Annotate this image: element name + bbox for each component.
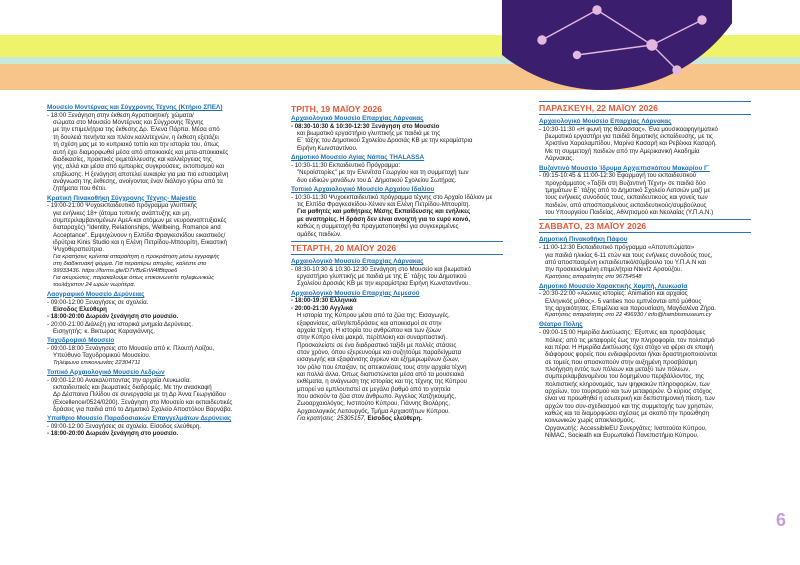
text-line: - 10:30-11:30 «Η φωνή της θάλασσας». Ένα μουσικοαφηγηματικό — [539, 125, 718, 133]
text-line: την προσκεκλημένη επιμελήτρια Ntevíz Αρσούζου. — [545, 266, 683, 274]
event-section — [539, 283, 751, 320]
text-line: κοινωνικών χωρίς αποκλεισμούς. — [545, 417, 636, 425]
free-entry-label: Είσοδος ελεύθερη. — [367, 414, 422, 422]
text-line: μπορεί να εμπλουτιστεί σε μεγάλο βαθμό από το γοητεία — [297, 385, 451, 393]
text-line: που ασκούν τα ζώα στον άνθρωπο. Άγγελος Χατζηκουμής, — [297, 392, 456, 400]
event-section — [291, 290, 503, 423]
text-line: - 18:00-19:30 Ελληνικά — [291, 297, 357, 305]
text-line: σε τομείς που αποσκοπούν στην αυξημένη προσβάσιμη — [545, 358, 697, 366]
text-line: και πολλά άλλα. Όπως διαπιστώνεται μέσα από τα μουσειακά — [297, 370, 465, 378]
venue-title: Υπαίθριο Μουσείο Παραδοσιακών Επαγγελμάτων Δερύνειας — [47, 415, 232, 423]
text-line: Λάρνακας. — [545, 155, 574, 163]
text-line: πόλεις: από τις μεταφορές έως την πληροφορία, τον πολιτισμό — [545, 336, 715, 344]
text-line: δράσεις για παιδιά από το Δημοτικό Σχολείο Αποστόλου Βαρνάβα. — [53, 405, 233, 413]
day-heading: ΣΑΒΒΑΤΟ, 23 ΜΑΪΟΥ 2026 — [539, 219, 751, 233]
text-line: Με τη συμμετοχή παιδιών από την Αμερικανική Ακαδημία — [545, 147, 700, 155]
event-section — [47, 291, 257, 336]
text-line: καθώς και τα διαμορφώσει σχέσεις με σκοπό την προώθηση — [545, 409, 710, 417]
text-line: - 18:00 Ξενάγηση στην έκθεση Αγροποιητική: χώματα/ — [47, 111, 194, 119]
venue-title: Αρχαιολογικό Μουσείο Επαρχίας Λάρνακας — [539, 118, 672, 125]
text-line: δυο ειδικών μονάδων του Δ΄ Δημοτικού Σχολείου Σωτήρας. — [297, 176, 457, 184]
venue-title: Αρχαιολογικό Μουσείο Επαρχίας Λάρνακας — [291, 115, 424, 122]
day-heading: ΤΡΙΤΗ, 19 ΜΑΪΟΥ 2026 — [291, 104, 382, 114]
column-2 — [291, 104, 503, 424]
text-line: με αναπηρίες. Η δράση δεν είναι ανοιχτή για το ευρύ κοινό, — [297, 215, 471, 223]
text-line: παιδιών, από αποσπασμένους εκπαιδευτικούς/συμβούλους — [545, 201, 707, 209]
venue-title: Ταχυδρομικό Μουσείο — [47, 337, 115, 345]
text-line: είναι να προωθηθεί η εσωτερική και διεπιστημονική πίεση, των — [545, 395, 715, 403]
text-line: στον χρόνο, όπου εξερευνούμε και συζητούμε παραδείγματα — [297, 348, 462, 356]
note-line: τουλάχιστον 24 ωρών νωρίτερα. — [53, 281, 136, 288]
text-line: επιβίωσης. Η ξενάγηση αποτελεί ευκαιρία για μια πιο εστιασμένη — [53, 170, 229, 178]
day-heading: ΠΑΡΑΣΚΕΥΗ, 22 ΜΑΪΟΥ 2026 — [539, 101, 751, 115]
event-text — [47, 112, 257, 193]
text-line: στην Κύπρο είναι μακρά, περίπλοκη και συναρπαστική. — [297, 334, 448, 342]
text-line: τμημάτων Ε΄ τάξης από το Δημοτικό Σχολείο Λατσιών μαζί με — [545, 187, 711, 194]
text-line: με την επιμελήτρια της έκθεσης Δρ. Έλενα Πάρπα. Μέσα από — [53, 126, 220, 134]
text-line: Ψυχοθεραπεύτρια. — [53, 246, 105, 254]
event-section — [47, 104, 257, 193]
text-line: γης, αλλά και μέσα από εμπειρίες συγκρούσεις, εκτοπισμού και — [53, 163, 225, 171]
text-line: - 09:00-18:00 Ξενάγησεις στο Μουσείο από κ. Πλουτή Λοϊζου, — [47, 345, 215, 353]
text-line: ιδρύτρια Kinis Studio και η Ελένη Πετρίδου-Μπουρίτη, Εικαστική — [53, 239, 228, 247]
venue-title: Αρχαιολογικό Μουσείο Επαρχίας Λάρνακας — [291, 257, 424, 265]
event-section — [539, 118, 751, 163]
text-line: συμπεριλαμβανομένου του δομημένου περιβάλλοντος, της — [545, 373, 704, 381]
venue-title: Δημοτικό Μουσείο Αγίας Νάπας THALASSA — [291, 154, 425, 162]
event-section — [47, 369, 257, 414]
text-line: Η ιστορία της Κύπρου μέσα από τα ζώα της: Εισαγωγές, — [297, 312, 450, 320]
text-line: Χριστίνα Χαραλαμπίδου, Μαρίνα Κασαρή και Ρεβέκκα Κασαρή. — [545, 140, 717, 148]
text-line: βιωματικό εργαστήρι για παιδιά δημοτικής εκπαίδευσης, με τις — [545, 133, 713, 141]
event-section — [291, 154, 503, 184]
text-line: - 09:00-15:00 Ημερίδα Δικτύωσης: Έξυπνες και προσβάσιμες — [539, 329, 706, 337]
venue-title: Λαογραφικό Μουσείο Δερύνειας — [47, 290, 145, 298]
text-line: ανάγνωση της έκθεσης, ανοίγοντας έναν διάλογο γύρω από τα — [53, 177, 223, 185]
booking-link[interactable]: 99933436. https://forms.gle/D7VBzErW4fBtqoe6 — [53, 267, 178, 274]
text-line: Ελληνικός μύθος». 5 vanties που εμπνέονται από μύθους — [545, 297, 702, 305]
text-line: ζητήματα που θέτει. — [53, 185, 107, 193]
text-line: εκπαιδευτικές και βιωματικές διαδρομές. Με την ανασκαφή — [53, 383, 212, 391]
venue-title: Δημοτική Πινακοθήκη Πάφου — [539, 236, 628, 244]
text-line: τον ρόλο που έπαιξαν, τις απεικονίσεις τους στην αρχαία τέχνη — [297, 363, 467, 371]
text-line: συμπεριλαμβανομένων ΑμεΑ και ατόμων με νευροαναπτυξιακές — [53, 217, 227, 225]
text-line: καθώς η συμμετοχή θα πραγματοποιηθεί για συγκεκριμένες — [297, 223, 459, 231]
text-line: εργαστήριο γλυπτικής με παιδιά με της Ε΄ τάξης του Δημοτικού — [297, 273, 467, 280]
note-line: Κρατήσεις απαραίτητες στο 22 496930 / info@hambismuseum.cy — [545, 312, 712, 319]
event-section — [47, 337, 257, 366]
text-line: τους ενήλικες συνοδούς τους, εκπαιδευτικούς και γονείς των — [545, 194, 708, 202]
note-line: Για ακυρώσεις, παρακαλούμε όπως επικοινωνείτε τηλεφωνικώς — [53, 274, 215, 281]
text-line: NiMAC, Socieath και Ευρωπαϊκό Πανεπιστήμιο Κύπρου. — [545, 431, 699, 439]
event-section — [291, 115, 503, 152]
text-line: - 18:00-20:00 Δωρεάν ξενάγηση στο μουσείο. — [47, 313, 179, 321]
text-line: Υπεύθυνο Ταχυδρομικού Μουσείου. — [53, 352, 151, 360]
text-line: αρχαία τέχνη. Η ιστορία του ανθρώπου και των ζώων — [297, 326, 441, 334]
column-3 — [539, 104, 751, 441]
note-line: Τηλέφωνο επικοινωνίας 22304711 — [53, 359, 141, 366]
venue-title: Τοπικό Αρχαιολογικό Μουσείο Λεδρών — [47, 368, 165, 376]
text-line: - 08:30-10:30 & 10:30-12:30 Ξενάγηση στο Μουσείο και βιωματικό — [291, 265, 472, 273]
text-line: - 08:30-10:30 & 10:30-12:30 Ξενάγηση στο Μουσείο — [291, 122, 440, 130]
text-line: αρχών του συν-σχεδιασμού και της συμμετοχής των χρηστών, — [545, 402, 714, 410]
text-line: και βιωματικό εργαστήριο γλυπτικής με παιδιά με της — [297, 130, 441, 138]
text-line: του Υπουργείου Παιδείας, Αθλητισμού και Νεολαίας (Υ.Π.Α.Ν.) — [545, 209, 714, 217]
free-entry-label: Είσοδος Ελεύθερη — [53, 305, 107, 313]
event-section — [539, 321, 751, 439]
text-line: - 09:00-12:00 Ξεναγήσεις σε σχολεία. — [47, 298, 149, 306]
text-line: της αρχαιότητας. Επιμέλεια και παρουσίαση, Μαγδαλένα Ζήρα. — [545, 305, 717, 313]
text-line: Ε΄ τάξης του Δημοτικού Σχολείου Δροσιάς ΚΒ με την κεραμίστρια — [297, 137, 473, 145]
text-line: - 20:00-21:30 Αγγλικά — [291, 304, 353, 312]
text-line: - 09:15-10:45 & 11:00-12:30 Εφαρμογή του εκπαιδευτικού — [539, 172, 697, 180]
text-line: - 19:00-21:00 Ψυχοεκπαιδευτικό πρόγραμμα γλυπτικής — [47, 202, 197, 210]
text-line: Οργανωτής: AccessibleEU Συνεργάτες: Ινστιτούτο Κύπρου, — [545, 424, 707, 432]
column-1 — [47, 104, 257, 440]
note-line: στη διαδικτυακή φόρμα. Για περαιτέρω απορίες, καλέστε στο — [53, 260, 207, 267]
text-line: και πέρα. Η Ημερίδα Δικτύωσης έχει στόχο να φέρει σε επαφή — [545, 343, 713, 351]
decorative-network-graphic — [502, 0, 732, 92]
event-section — [539, 165, 751, 217]
text-line: Προσκαλείστε σε ένα διαδραστικό ταξίδι με πολλές στάσεις — [297, 341, 457, 349]
text-line: από αποσπασμένη εκπαιδευτικό/σύμβουλο του Υ.Π.Α.Ν και — [545, 258, 706, 266]
text-line: διαδικασίες, πρακτικές εκμετάλλευσης και καλλιέργειας της — [53, 155, 212, 163]
text-line: - 10:30-11:30 Εκπαιδευτικό Πρόγραμμα: — [291, 161, 401, 169]
day-heading: ΤΕΤΑΡΤΗ, 20 ΜΑΪΟΥ 2026 — [291, 241, 503, 255]
text-line: αυτή έχει διαμορφωθεί μέσα από αποικιακές και μετα-αποικιακές — [53, 148, 229, 156]
note-line: Για κρατήσεις κρίνεται απαραίτητη η προκράτηση μέσω εγγραφής — [53, 253, 220, 260]
page-number: 6 — [776, 510, 787, 530]
text-line: - 10:30-11:30 Ψυχοεκπαιδευτικό πρόγραμμα τέχνης στο Αρχαίο Ιδάλιον με — [291, 193, 493, 201]
booking-phone: Για κρατήσεις: 25305157, — [297, 414, 366, 422]
text-line: - 20:30-22:00 «Αιώνιες ιστορίες: Animation και αρχαίος — [539, 290, 688, 298]
text-line: για παιδιά ηλικίας 6-11 ετών και τους ενήλικες συνοδούς τους, — [545, 251, 713, 259]
text-line: προγράμματος «Ταξίδι στη Βυζαντινή Τέχνη» σε παιδιά δύο — [545, 179, 706, 187]
text-line: εξαφανίσεις, α/Ιλη/Ιεπιδράσεις και αποικισμοί σε στην — [297, 319, 442, 327]
text-line: ομάδες παιδιών. — [297, 230, 342, 238]
text-line: (Excellence/0524/0200). Ξενάγηση στο Μουσείο και εκπαιδευτικές — [53, 398, 233, 406]
text-line: Εισηγητής: κ. Βικτωρας Καραγιάννης. — [53, 327, 156, 335]
venue-title: Θέατρο Πόλης — [539, 321, 583, 329]
text-line: Acceptance". Εμψυχώνουν η Ελπίδα Φραγκεσκίδου εικαστικός/ — [53, 231, 226, 239]
text-line: πλοήγηση εντός των πόλεων και μεταξύ των πόλεων, — [545, 365, 690, 373]
text-line: για ενήλικες 18+ (άτομα τυπικής ανάπτυξης και μη, — [53, 209, 191, 217]
event-section — [291, 186, 503, 238]
text-line: Ζωοαρχαιολόγος, Ινστιτούτο Κύπρου, Γιάννης Βιολάρης, — [297, 400, 450, 408]
text-line: Για μαθητές και μαθήτριες Μέσης Εκπαίδευσης και ενήλικες — [297, 208, 471, 216]
text-line: - 09:00-12:00 Ανακαλύπτοντας την αρχαία Λευκωσία: — [47, 376, 191, 384]
header-band — [0, 0, 800, 105]
venue-title: Βυζαντινό Μουσείο Ίδρυμα Αρχιεπισκόπου Μακαρίου Γ΄ — [539, 164, 710, 172]
note-line: Κρατήσεις απαραίτητες στο 96754548 — [545, 273, 642, 280]
text-line: τη σχέση μας με το κυπριακό τοπίο και την ιστορία του, όπως — [53, 141, 219, 149]
text-line: διαταραχές) "Identity, Relationships, Wellbeing, Romance and — [53, 224, 221, 232]
event-section — [47, 415, 257, 437]
text-line: πολιτιστικής κληρονομιάς, των ψηφιακών πληροφοριών, των — [545, 380, 710, 388]
text-line: Αρχαιολογικός Λειτουργός, Τμήμα Αρχαιοτήτων Κύπρου. — [297, 407, 450, 415]
venue-title: Κρατική Πινακοθήκη Σύγχρονης Τέχνης- Majestic — [47, 194, 197, 202]
event-section — [539, 236, 751, 280]
venue-title: Μουσείο Μοντέρνας και Σύγχρονης Τέχνης (Κτήριο ΣΠΕΛ) — [47, 104, 223, 111]
venue-title: Τοπικό Αρχαιολογικό Μουσείο Αρχαίου Ιδαλίου — [291, 186, 435, 193]
text-line: - 20:00-21:00 Διάλεξη για ιστορικά μνημεία Δερύνειας. — [47, 320, 193, 328]
text-line: - 11:00-12:30 Εκπαιδευτικό πρόγραμμα «Αποτυπώματα» — [539, 244, 695, 252]
text-line: - 09:00-12:00 Ξεναγήσεις σε σχολεία. Είσοδος ελεύθερη. — [47, 423, 201, 431]
event-section — [291, 258, 503, 288]
venue-title: Δημοτικό Μουσείο Χαρακτικής Χαμπή, Λευκωσία — [539, 282, 688, 290]
note-line — [291, 415, 503, 422]
text-line: Ειρήνη Κωνσταντίνου. — [297, 144, 358, 152]
text-line: Σχολείου Δροσιάς ΚΒ με την κεραμίστρια Ειρήνη Κωνσταντίνου. — [297, 280, 470, 288]
venue-title: Αρχαιολογικό Μουσείο Επαρχίας Λεμεσού — [291, 289, 420, 297]
text-line: "Νεροϊστορίες" με την Ελενίτσα Γεωργίου και τη συμμετοχή των — [297, 169, 469, 177]
text-line: αρχείων, του τουρισμού και των μεταφορών. Ο κύριος στόχος — [545, 387, 712, 395]
text-line: - 18:00-20:00 Δωρεάν ξενάγηση στο μουσείο. — [47, 430, 179, 438]
text-line: τις Ελπίδα Φραγκεσκίδου-Χένκιν και Ελένη Πετρίδου-Μπουρίτη. — [297, 201, 471, 209]
text-line: σώματα στο Μουσείο Μοντέρνας και Σύγχρονης Τέχνης — [53, 119, 204, 127]
text-line: διάφορους φορείς που ενδιαφέρονται ή/και δραστηριοποιούνται — [545, 351, 717, 359]
event-section — [47, 195, 257, 289]
text-line: εκθέματα, η ανάγνωση της ιστορίας και της τέχνης της Κύπρου — [297, 378, 468, 386]
text-line: Δρ Δέσποινα Πιλίδου σε συνεργασία με τη Δρ Άννα Γεωργιάδου — [53, 391, 226, 399]
text-line: εισαγωγής και εξαφάνισης άγριων και εξημερωμένων ζώων, — [297, 356, 460, 364]
text-line: τη δουλειά πενήντα και πλέον καλλιτεχνών, η έκθεση εξετάζει — [53, 133, 219, 141]
